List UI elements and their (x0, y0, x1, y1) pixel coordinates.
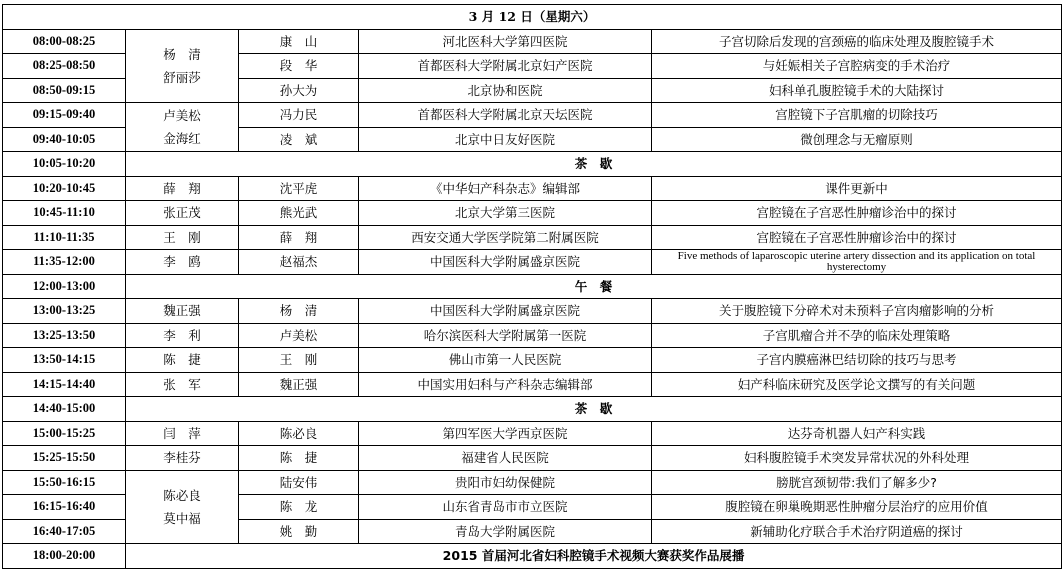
topic-cell: 与妊娠相关子宫腔病变的手术治疗 (652, 54, 1062, 79)
topic-cell: 新辅助化疗联合手术治疗阴道癌的探讨 (652, 519, 1062, 544)
time-cell: 13:00-13:25 (3, 299, 126, 324)
institution-cell: 西安交通大学医学院第二附属医院 (359, 225, 652, 250)
topic-cell: 子宫切除后发现的宫颈癌的临床处理及腹腔镜手术 (652, 29, 1062, 54)
time-cell: 11:10-11:35 (3, 225, 126, 250)
time-cell: 14:40-15:00 (3, 397, 126, 422)
chair-name: 杨 清 (163, 46, 201, 62)
chair-cell (126, 470, 239, 544)
topic-cell: 宫腔镜在子宫恶性肿瘤诊治中的探讨 (652, 225, 1062, 250)
break-row (3, 274, 1062, 299)
break-row (3, 397, 1062, 422)
chair-cell (126, 348, 239, 373)
session-row (3, 250, 1062, 275)
topic-cell: 腹腔镜在卵巢晚期恶性肿瘤分层治疗的应用价值 (652, 495, 1062, 520)
speaker-cell: 卢美松 (239, 323, 359, 348)
topic-cell: 关于腹腔镜下分碎术对未预料子宫肉瘤影响的分析 (652, 299, 1062, 324)
time-cell: 08:50-09:15 (3, 78, 126, 103)
speaker-cell: 杨 清 (239, 299, 359, 324)
break-label: 午 餐 (126, 274, 1062, 299)
topic-cell: 宫腔镜下子宫肌瘤的切除技巧 (652, 103, 1062, 128)
chair-name: 薛 翔 (163, 180, 201, 196)
speaker-cell: 陈必良 (239, 421, 359, 446)
topic-cell: 课件更新中 (652, 176, 1062, 201)
topic-cell: 妇科腹腔镜手术突发异常状况的外科处理 (652, 446, 1062, 471)
institution-cell: 佛山市第一人民医院 (359, 348, 652, 373)
chair-cell (126, 201, 239, 226)
institution-cell: 北京协和医院 (359, 78, 652, 103)
schedule-table (2, 4, 1062, 569)
session-row (3, 421, 1062, 446)
time-cell: 10:45-11:10 (3, 201, 126, 226)
chair-cell (126, 29, 239, 103)
speaker-cell: 冯力民 (239, 103, 359, 128)
time-cell: 16:15-16:40 (3, 495, 126, 520)
break-label: 2015 首届河北省妇科腔镜手术视频大赛获奖作品展播 (126, 544, 1062, 569)
time-cell: 15:25-15:50 (3, 446, 126, 471)
topic-cell: 妇科单孔腹腔镜手术的大陆探讨 (652, 78, 1062, 103)
time-cell: 08:25-08:50 (3, 54, 126, 79)
institution-cell: 首都医科大学附属北京妇产医院 (359, 54, 652, 79)
date-header: 3 月 12 日（星期六） (3, 5, 1062, 30)
institution-cell: 贵阳市妇幼保健院 (359, 470, 652, 495)
date-header-row (3, 5, 1062, 30)
time-cell: 13:50-14:15 (3, 348, 126, 373)
topic-cell: 达芬奇机器人妇产科实践 (652, 421, 1062, 446)
speaker-cell: 魏正强 (239, 372, 359, 397)
break-row (3, 544, 1062, 569)
chair-cell (126, 299, 239, 324)
institution-cell: 北京中日友好医院 (359, 127, 652, 152)
chair-cell (126, 421, 239, 446)
schedule-body (3, 5, 1062, 569)
session-row (3, 372, 1062, 397)
speaker-cell: 姚 勤 (239, 519, 359, 544)
institution-cell: 《中华妇产科杂志》编辑部 (359, 176, 652, 201)
time-cell: 10:05-10:20 (3, 152, 126, 177)
topic-cell: 膀胱宫颈韧带:我们了解多少? (652, 470, 1062, 495)
time-cell: 15:50-16:15 (3, 470, 126, 495)
topic-cell: 微创理念与无瘤原则 (652, 127, 1062, 152)
time-cell: 12:00-13:00 (3, 274, 126, 299)
chair-cell (126, 372, 239, 397)
session-row (3, 470, 1062, 495)
session-row (3, 446, 1062, 471)
topic-cell: Five methods of laparoscopic uterine artery dissection and its application on total hysterectomy (652, 250, 1062, 275)
time-cell: 13:25-13:50 (3, 323, 126, 348)
session-row (3, 176, 1062, 201)
speaker-cell: 孙大为 (239, 78, 359, 103)
institution-cell: 北京大学第三医院 (359, 201, 652, 226)
speaker-cell: 王 刚 (239, 348, 359, 373)
speaker-cell: 陆安伟 (239, 470, 359, 495)
chair-name: 舒丽莎 (163, 69, 201, 85)
speaker-cell: 康 山 (239, 29, 359, 54)
speaker-cell: 赵福杰 (239, 250, 359, 275)
session-row (3, 29, 1062, 54)
chair-cell (126, 225, 239, 250)
chair-name: 王 刚 (163, 229, 201, 245)
session-row (3, 225, 1062, 250)
institution-cell: 中国医科大学附属盛京医院 (359, 250, 652, 275)
chair-name: 莫中福 (163, 510, 201, 526)
institution-cell: 河北医科大学第四医院 (359, 29, 652, 54)
institution-cell: 青岛大学附属医院 (359, 519, 652, 544)
topic-cell: 子宫肌瘤合并不孕的临床处理策略 (652, 323, 1062, 348)
chair-name: 魏正强 (163, 303, 201, 319)
chair-name: 李 鸥 (163, 254, 201, 270)
institution-cell: 首都医科大学附属北京天坛医院 (359, 103, 652, 128)
time-cell: 08:00-08:25 (3, 29, 126, 54)
chair-cell (126, 250, 239, 275)
chair-name: 陈必良 (163, 487, 201, 503)
topic-cell: 妇产科临床研究及医学论文撰写的有关问题 (652, 372, 1062, 397)
institution-cell: 哈尔滨医科大学附属第一医院 (359, 323, 652, 348)
session-row (3, 323, 1062, 348)
speaker-cell: 薛 翔 (239, 225, 359, 250)
session-row (3, 299, 1062, 324)
speaker-cell: 段 华 (239, 54, 359, 79)
chair-name: 李 利 (163, 327, 201, 343)
speaker-cell: 熊光武 (239, 201, 359, 226)
time-cell: 16:40-17:05 (3, 519, 126, 544)
break-label: 茶 歇 (126, 152, 1062, 177)
chair-name: 李桂芬 (163, 450, 201, 466)
chair-name: 金海红 (163, 131, 201, 146)
time-cell: 09:15-09:40 (3, 103, 126, 128)
chair-name: 张正茂 (163, 205, 201, 221)
time-cell: 15:00-15:25 (3, 421, 126, 446)
speaker-cell: 凌 斌 (239, 127, 359, 152)
institution-cell: 第四军医大学西京医院 (359, 421, 652, 446)
session-row (3, 348, 1062, 373)
topic-cell: 宫腔镜在子宫恶性肿瘤诊治中的探讨 (652, 201, 1062, 226)
break-row (3, 152, 1062, 177)
chair-name: 卢美松 (163, 107, 201, 123)
chair-cell (126, 103, 239, 152)
time-cell: 11:35-12:00 (3, 250, 126, 275)
session-row (3, 201, 1062, 226)
speaker-cell: 陈 捷 (239, 446, 359, 471)
institution-cell: 中国医科大学附属盛京医院 (359, 299, 652, 324)
institution-cell: 山东省青岛市市立医院 (359, 495, 652, 520)
speaker-cell: 沈平虎 (239, 176, 359, 201)
chair-name: 陈 捷 (163, 352, 201, 368)
institution-cell: 福建省人民医院 (359, 446, 652, 471)
chair-name: 张 军 (163, 376, 201, 392)
speaker-cell: 陈 龙 (239, 495, 359, 520)
chair-cell (126, 323, 239, 348)
time-cell: 14:15-14:40 (3, 372, 126, 397)
session-row (3, 103, 1062, 128)
break-label: 茶 歇 (126, 397, 1062, 422)
chair-cell (126, 446, 239, 471)
chair-cell (126, 176, 239, 201)
time-cell: 18:00-20:00 (3, 544, 126, 569)
time-cell: 10:20-10:45 (3, 176, 126, 201)
topic-cell: 子宫内膜癌淋巴结切除的技巧与思考 (652, 348, 1062, 373)
time-cell: 09:40-10:05 (3, 127, 126, 152)
institution-cell: 中国实用妇科与产科杂志编辑部 (359, 372, 652, 397)
chair-name: 闫 萍 (163, 425, 201, 441)
